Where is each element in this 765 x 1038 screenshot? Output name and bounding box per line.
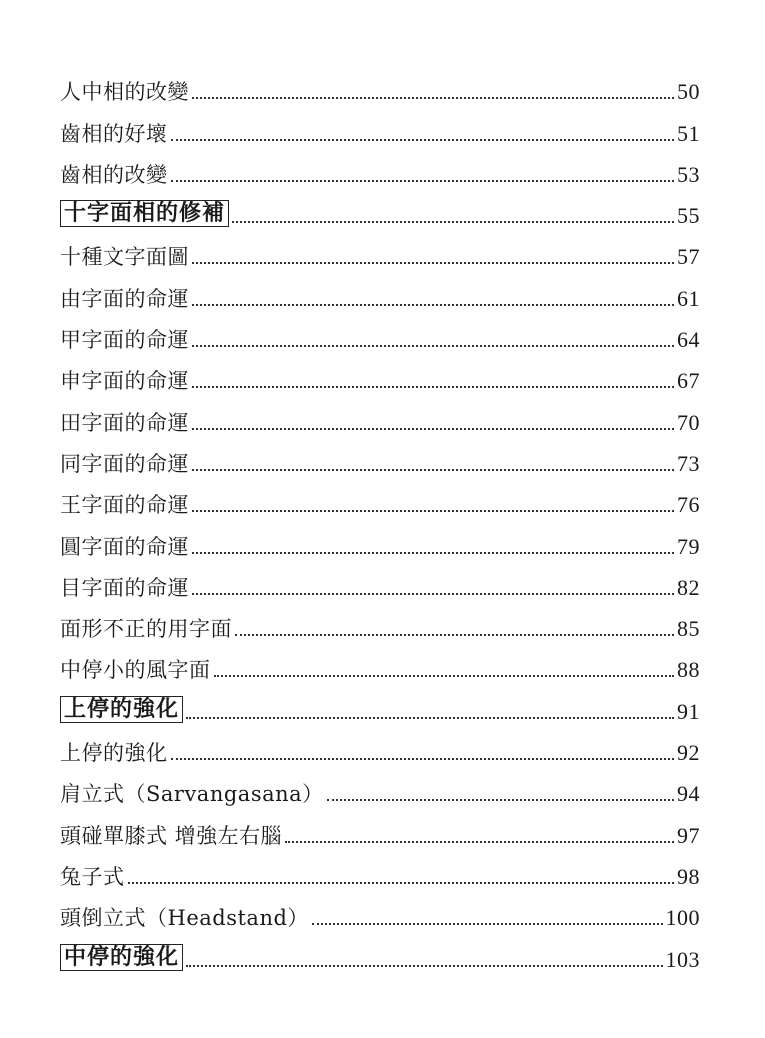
page-number: 100 (665, 905, 700, 931)
entry-title: 兔子式 (60, 864, 125, 889)
page-number: 64 (677, 327, 700, 353)
toc-entry (60, 805, 700, 846)
toc-entry (60, 434, 700, 475)
entry-title: 頭倒立式（Headstand） (60, 906, 309, 931)
dot-leader (192, 97, 674, 99)
page-number: 79 (677, 533, 700, 559)
section-title: 十字面相的修補 (60, 200, 229, 227)
toc-entry (60, 268, 700, 309)
section-title: 上停的強化 (60, 696, 183, 723)
dot-leader (171, 758, 675, 760)
toc-entry (60, 351, 700, 392)
dot-leader (186, 965, 662, 967)
toc-section-heading (60, 929, 700, 970)
toc-entry (60, 847, 700, 888)
entry-title: 甲字面的命運 (60, 328, 189, 353)
toc-entry (60, 310, 700, 351)
entry-title: 王字面的命運 (60, 493, 189, 518)
dot-leader (192, 386, 674, 388)
section-title: 中停的強化 (60, 944, 183, 971)
toc-section-heading (60, 186, 700, 227)
entry-title: 上停的強化 (60, 741, 168, 766)
dot-leader (327, 799, 674, 801)
entry-title: 目字面的命運 (60, 575, 189, 600)
toc-section-heading (60, 681, 700, 722)
entry-title: 田字面的命運 (60, 410, 189, 435)
entry-title: 同字面的命運 (60, 451, 189, 476)
toc-entry (60, 558, 700, 599)
page-number: 70 (677, 409, 700, 435)
dot-leader (192, 345, 674, 347)
dot-leader (192, 304, 674, 306)
page-number: 76 (677, 492, 700, 518)
page-number: 88 (677, 657, 700, 683)
dot-leader (192, 262, 674, 264)
dot-leader (128, 882, 675, 884)
page-number: 85 (677, 616, 700, 642)
dot-leader (192, 510, 674, 512)
toc-entry (60, 723, 700, 764)
page-number: 73 (677, 450, 700, 476)
page-number: 103 (665, 946, 700, 972)
page-number: 97 (677, 822, 700, 848)
page-number: 50 (677, 79, 700, 105)
toc-entry (60, 764, 700, 805)
dot-leader (214, 675, 675, 677)
entry-title: 齒相的好壞 (60, 121, 168, 146)
page-number: 98 (677, 863, 700, 889)
page-number: 91 (677, 698, 700, 724)
dot-leader (192, 552, 674, 554)
dot-leader (171, 180, 675, 182)
toc-entry (60, 516, 700, 557)
dot-leader (285, 841, 674, 843)
page-number: 67 (677, 368, 700, 394)
table-of-contents (60, 62, 700, 971)
dot-leader (186, 717, 674, 719)
dot-leader (192, 469, 674, 471)
entry-title: 肩立式（Sarvangasana） (60, 782, 324, 807)
toc-entry (60, 227, 700, 268)
dot-leader (312, 923, 663, 925)
page-number: 57 (677, 244, 700, 270)
page-number: 92 (677, 740, 700, 766)
dot-leader (171, 139, 675, 141)
entry-title: 人中相的改變 (60, 80, 189, 105)
entry-title: 圓字面的命運 (60, 534, 189, 559)
toc-entry (60, 392, 700, 433)
toc-entry (60, 599, 700, 640)
dot-leader (232, 221, 674, 223)
dot-leader (235, 634, 674, 636)
toc-entry (60, 475, 700, 516)
entry-title: 十種文字面圖 (60, 245, 189, 270)
page-number: 94 (677, 781, 700, 807)
entry-title: 中停小的風字面 (60, 658, 211, 683)
page-number: 55 (677, 203, 700, 229)
entry-title: 面形不正的用字面 (60, 617, 232, 642)
dot-leader (192, 593, 674, 595)
page-number: 82 (677, 574, 700, 600)
entry-title: 齒相的改變 (60, 162, 168, 187)
toc-entry (60, 640, 700, 681)
page-number: 61 (677, 285, 700, 311)
toc-entry (60, 62, 700, 103)
page-number: 53 (677, 161, 700, 187)
toc-entry (60, 145, 700, 186)
entry-title: 頭碰單膝式 增強左右腦 (60, 823, 283, 848)
page-number: 51 (677, 120, 700, 146)
toc-entry (60, 888, 700, 929)
entry-title: 由字面的命運 (60, 286, 189, 311)
dot-leader (192, 428, 674, 430)
toc-entry (60, 103, 700, 144)
entry-title: 申字面的命運 (60, 369, 189, 394)
